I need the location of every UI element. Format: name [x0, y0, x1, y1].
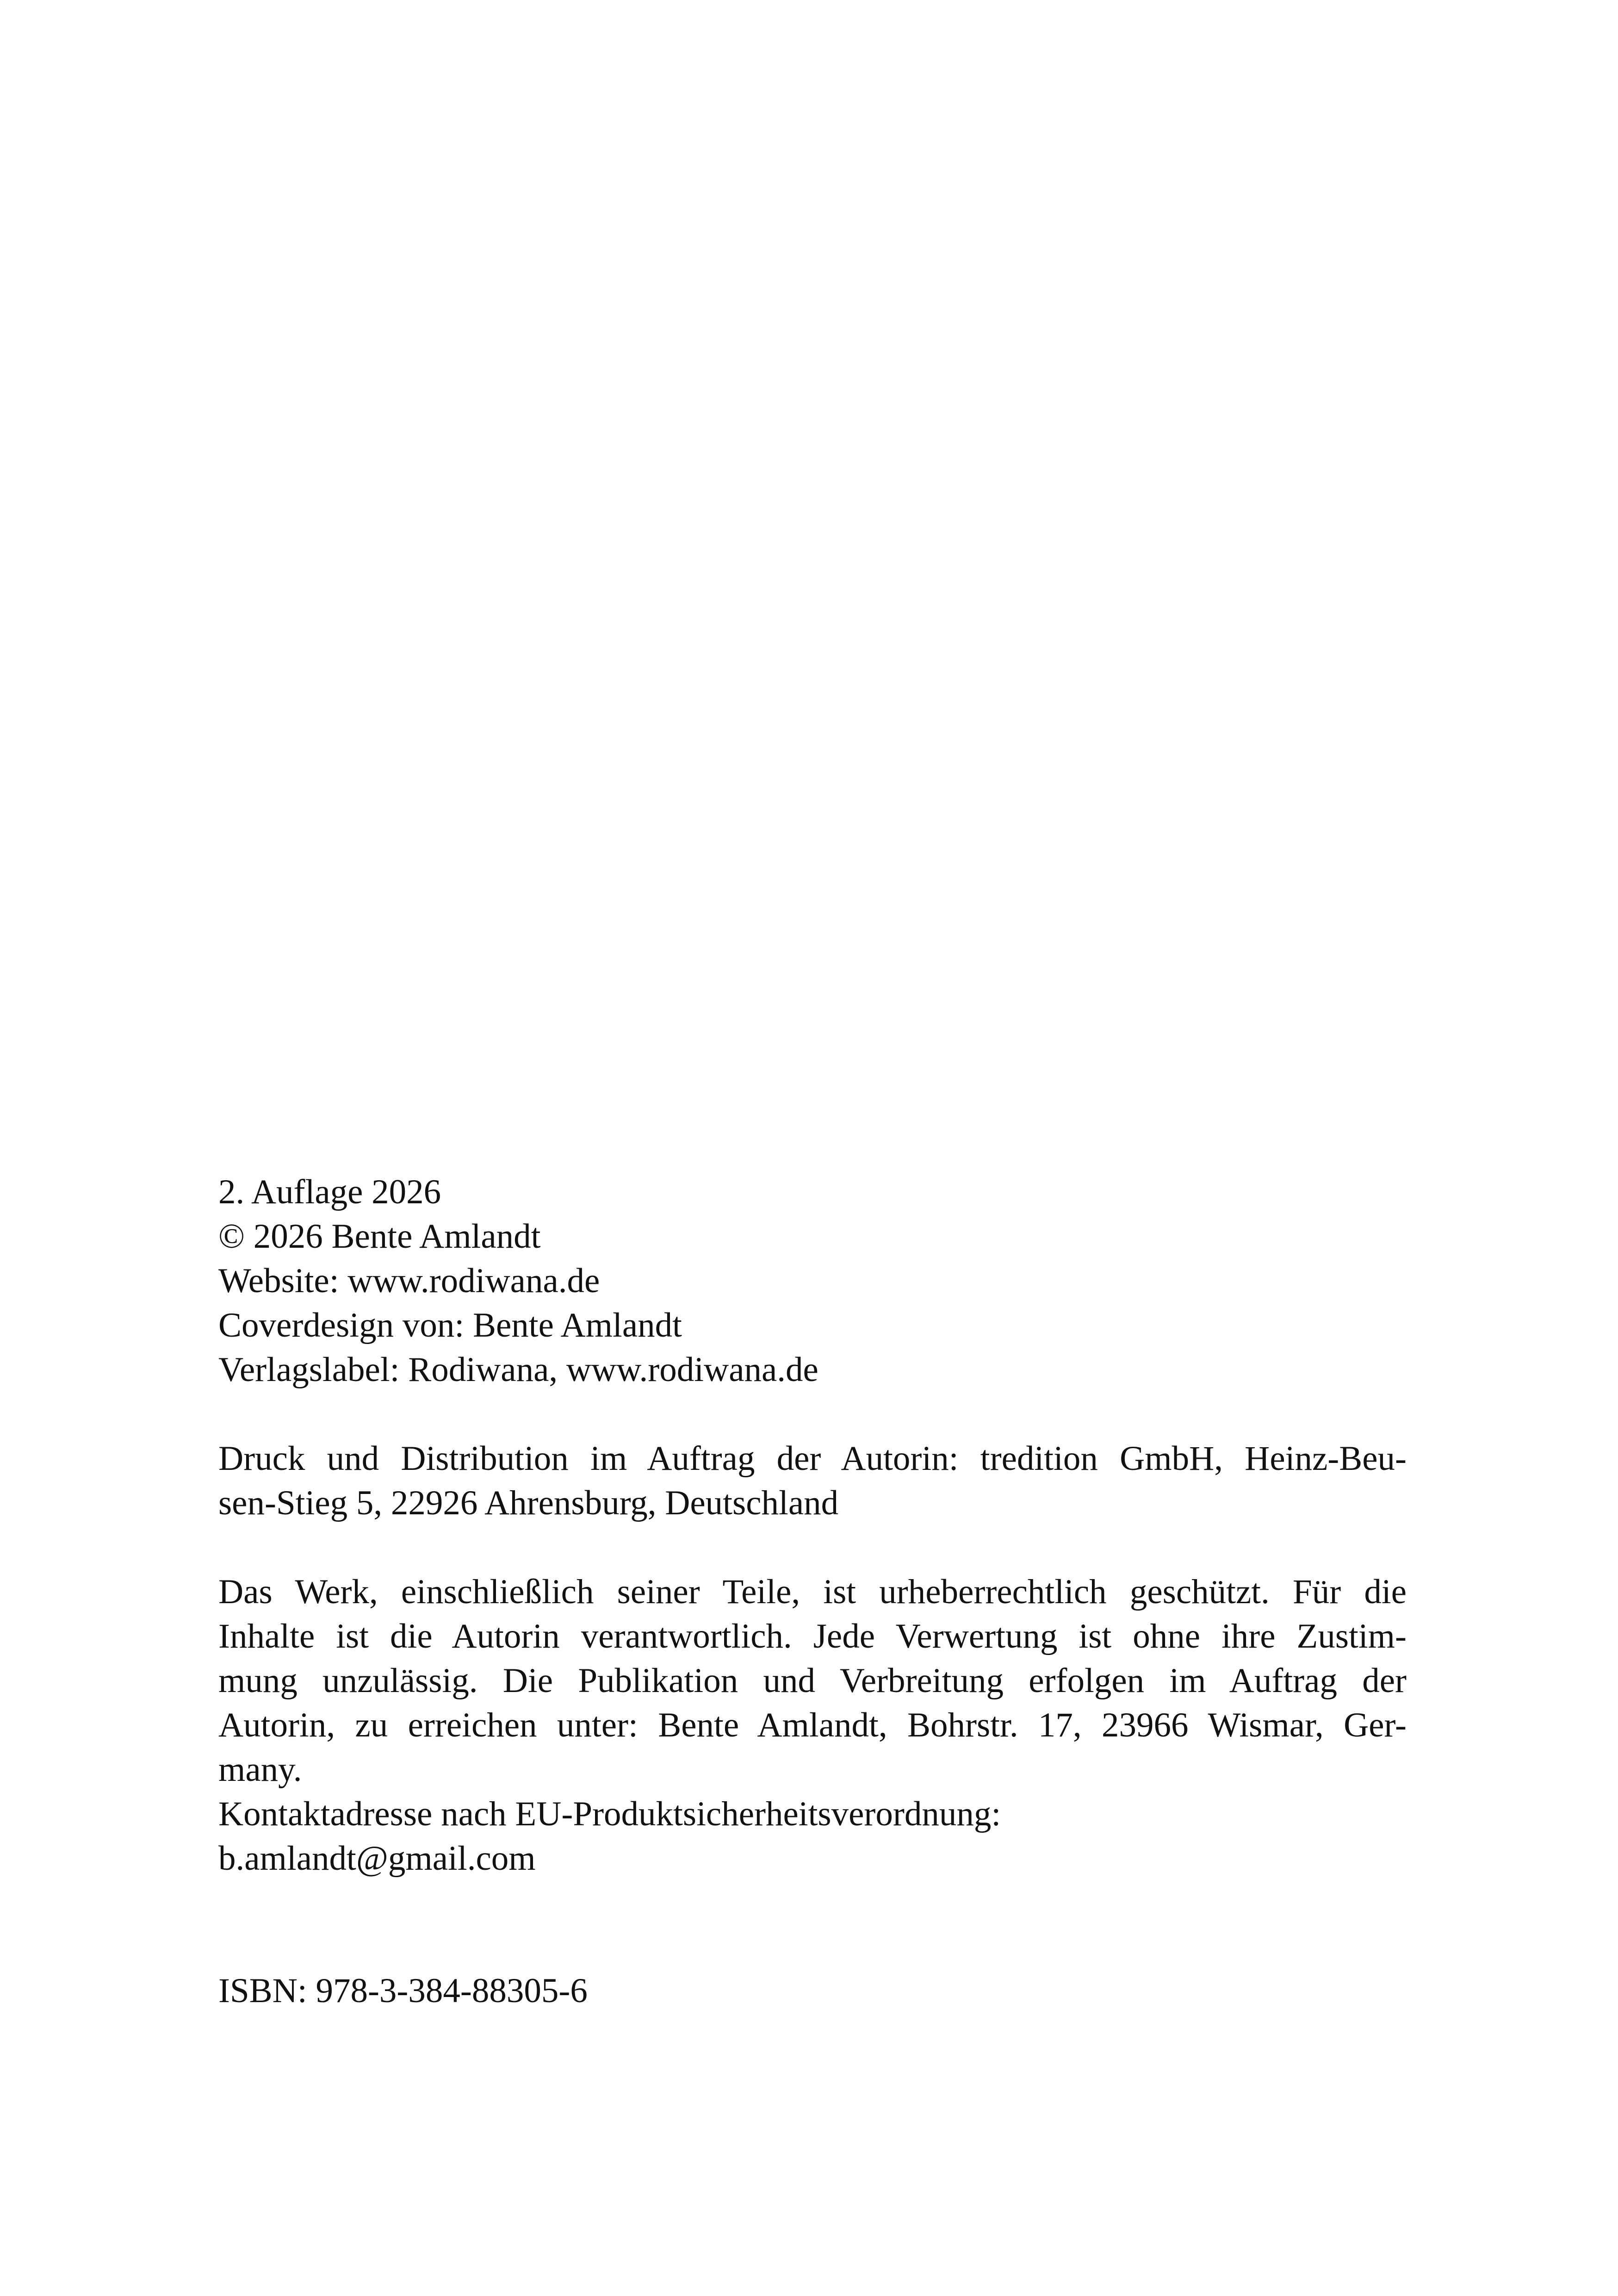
- publisher-label-line: Verlagslabel: Rodiwana, www.rodiwana.de: [218, 1350, 818, 1389]
- rights-line-5: many.: [218, 1750, 302, 1789]
- copyright-line: © 2026 Bente Amlandt: [218, 1217, 541, 1256]
- contact-label: Kontaktadresse nach EU-Produktsicherheitsverordnung:: [218, 1795, 1001, 1833]
- isbn-line: ISBN: 978-3-384-88305-6: [218, 1972, 588, 2010]
- spacer: [218, 1525, 1407, 1570]
- rights-line-1: Das Werk, einschließlich seiner Teile, ist urheberrechtlich geschützt. Für die: [218, 1573, 1407, 1611]
- website-line: Website: www.rodiwana.de: [218, 1262, 600, 1300]
- rights-block: [218, 1570, 1407, 1881]
- rights-line-3: mung unzulässig. Die Publikation und Verbreitung erfolgen im Auftrag der: [218, 1661, 1407, 1700]
- distribution-block: [218, 1437, 1407, 1525]
- distribution-line-2: sen-Stieg 5, 22926 Ahrensburg, Deutschland: [218, 1484, 839, 1522]
- spacer: [218, 1881, 1407, 1969]
- rights-line-2: Inhalte ist die Autorin verantwortlich. Jede Verwertung ist ohne ihre Zustim-: [218, 1617, 1407, 1655]
- edition-info-block: [218, 1170, 1407, 1392]
- imprint-text-area: [218, 1170, 1407, 2013]
- contact-email: b.amlandt@gmail.com: [218, 1839, 536, 1878]
- rights-line-4: Autorin, zu erreichen unter: Bente Amlandt, Bohrstr. 17, 23966 Wismar, Ger-: [218, 1706, 1407, 1744]
- distribution-line-1: Druck und Distribution im Auftrag der Autorin: tredition GmbH, Heinz-Beu-: [218, 1439, 1407, 1478]
- spacer: [218, 1392, 1407, 1437]
- edition-line: 2. Auflage 2026: [218, 1173, 441, 1211]
- cover-design-line: Coverdesign von: Bente Amlandt: [218, 1306, 682, 1344]
